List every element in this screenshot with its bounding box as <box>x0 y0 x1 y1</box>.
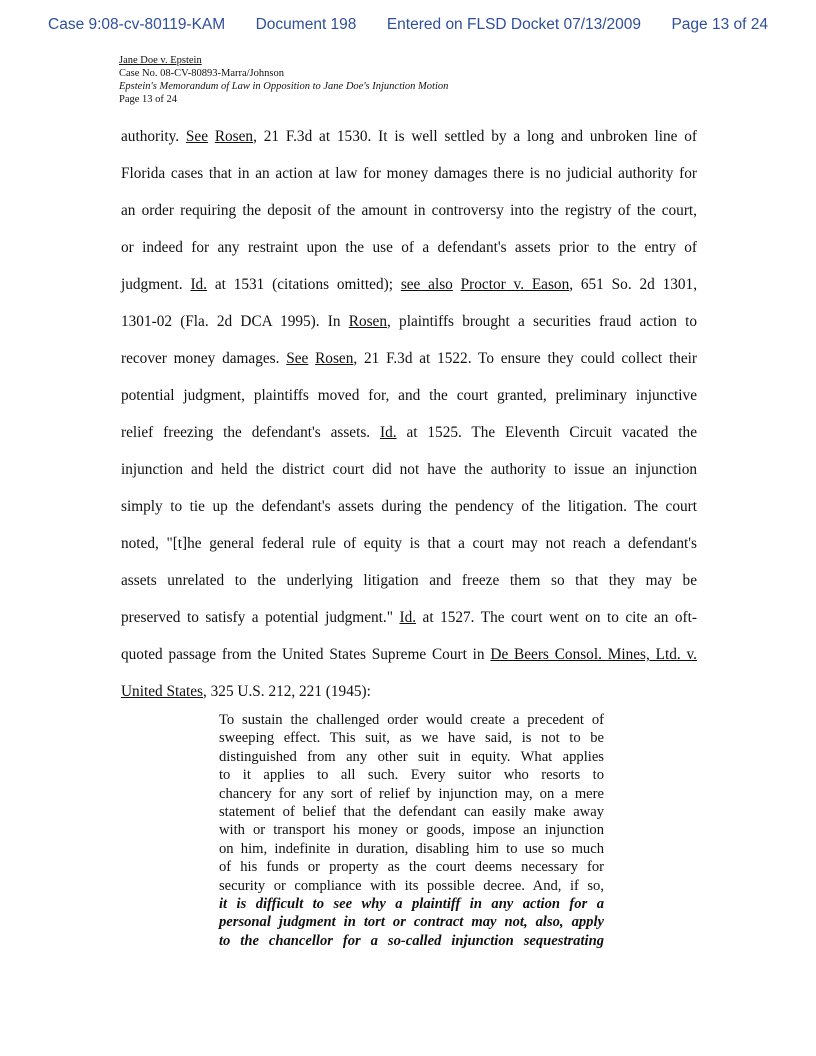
stamp-page-number: Page 13 of 24 <box>671 16 768 33</box>
quote-line: statement of belief that the defendant can easily make away <box>219 803 604 820</box>
body-line: 1301-02 (Fla. 2d DCA 1995). In Rosen, plaintiffs brought a securities fraud action to <box>121 313 697 330</box>
quote-line-emphasis: to the chancellor for a so-called injunction sequestrating <box>219 932 604 949</box>
body-line: quoted passage from the United States Supreme Court in De Beers Consol. Mines, Ltd. v. <box>121 646 697 663</box>
body-line: potential judgment, plaintiffs moved for, and the court granted, preliminary injunctive <box>121 387 697 404</box>
body-line: injunction and held the district court did not have the authority to issue an injunction <box>121 461 697 478</box>
body-line: preserved to satisfy a potential judgment." Id. at 1527. The court went on to cite an oft- <box>121 609 697 626</box>
case-number: Case No. 08-CV-80893-Marra/Johnson <box>119 68 284 79</box>
block-quote <box>219 711 604 950</box>
court-filing-stamp <box>48 16 768 34</box>
document-header <box>119 54 448 106</box>
body-line: or indeed for any restraint upon the use of a defendant's assets prior to the entry of <box>121 239 697 256</box>
quote-line: of his funds or property as the court deems necessary for <box>219 859 604 876</box>
body-line: recover money damages. See Rosen, 21 F.3d at 1522. To ensure they could collect their <box>121 350 697 367</box>
quote-line: distinguished from any other suit in equity. What applies <box>219 748 604 765</box>
body-line: judgment. Id. at 1531 (citations omitted); see also Proctor v. Eason, 651 So. 2d 1301, <box>121 276 698 293</box>
body-line: authority. See Rosen, 21 F.3d at 1530. It is well settled by a long and unbroken line of <box>121 128 698 145</box>
quote-line: security or compliance with its possible decree. And, if so, <box>219 877 604 894</box>
body-line: simply to tie up the defendant's assets during the pendency of the litigation. The court <box>121 498 697 515</box>
quote-line: sweeping effect. This suit, as we have said, is not to be <box>219 730 604 747</box>
quote-line: to it applies to all such. Every suitor who resorts to <box>219 767 604 784</box>
body-line: Florida cases that in an action at law for money damages there is no judicial authority for <box>121 165 697 182</box>
stamp-docket-entry: Entered on FLSD Docket 07/13/2009 <box>386 16 642 33</box>
quote-line: chancery for any sort of relief by injunction may, on a mere <box>219 785 604 802</box>
quote-line: on him, indefinite in duration, disabling him to use so much <box>219 840 604 857</box>
memorandum-title: Epstein's Memorandum of Law in Opposition to Jane Doe's Injunction Motion <box>119 81 449 92</box>
quote-line-emphasis: personal judgment in tort or contract may not, also, apply <box>219 914 604 931</box>
quote-line: with or transport his money or goods, impose an injunction <box>219 822 604 839</box>
body-line: relief freezing the defendant's assets. Id. at 1525. The Eleventh Circuit vacated the <box>121 424 697 441</box>
body-line: noted, "[t]he general federal rule of equity is that a court may not reach a defendant's <box>121 535 697 552</box>
quote-line-emphasis: it is difficult to see why a plaintiff in any action for a <box>219 895 604 912</box>
case-caption: Jane Doe v. Epstein <box>119 55 202 66</box>
stamp-case-number: Case 9:08-cv-80119-KAM <box>48 16 226 33</box>
stamp-document-number: Document 198 <box>255 16 357 33</box>
quote-line: To sustain the challenged order would create a precedent of <box>219 712 604 728</box>
header-page-number: Page 13 of 24 <box>119 94 178 105</box>
body-line: assets unrelated to the underlying litigation and freeze them so that they may be <box>121 572 697 589</box>
body-line: United States, 325 U.S. 212, 221 (1945): <box>121 683 371 700</box>
body-paragraph <box>121 118 697 710</box>
body-line: an order requiring the deposit of the amount in controversy into the registry of the court, <box>121 202 697 219</box>
